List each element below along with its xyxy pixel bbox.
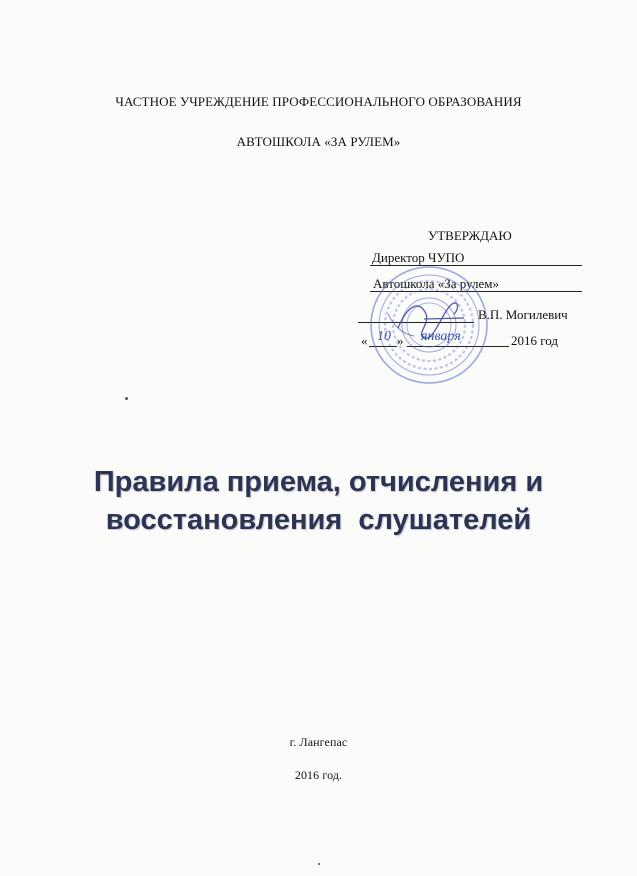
organization-name: ЧАСТНОЕ УЧРЕЖДЕНИЕ ПРОФЕССИОНАЛЬНОГО ОБРАЗОВАНИЯ (115, 94, 522, 109)
approval-year: 2016 год (511, 333, 558, 348)
approval-title: УТВЕРЖДАЮ (428, 228, 512, 243)
speck-mark (318, 863, 320, 865)
document-title-line-2: восстановления слушателей (105, 504, 532, 536)
date-month: января (421, 329, 461, 344)
date-close-quote: » (397, 333, 404, 348)
date-open-quote: « (361, 333, 368, 348)
approver-school: Автошкола «За рулем» (373, 276, 499, 291)
document-title (0, 463, 637, 539)
document-year: 2016 год. (294, 768, 343, 782)
school-name: АВТОШКОЛА «ЗА РУЛЕМ» (236, 134, 401, 149)
signer-name: В.П. Могилевич (478, 307, 568, 322)
document-title-line-1: Правила приема, отчисления и (93, 466, 544, 498)
city-name: г. Лангепас (289, 735, 348, 749)
approver-position: Директор ЧУПО (372, 250, 465, 265)
date-day: 10 (377, 329, 391, 344)
speck-mark (125, 397, 128, 400)
seal-stamp-icon (368, 264, 490, 386)
